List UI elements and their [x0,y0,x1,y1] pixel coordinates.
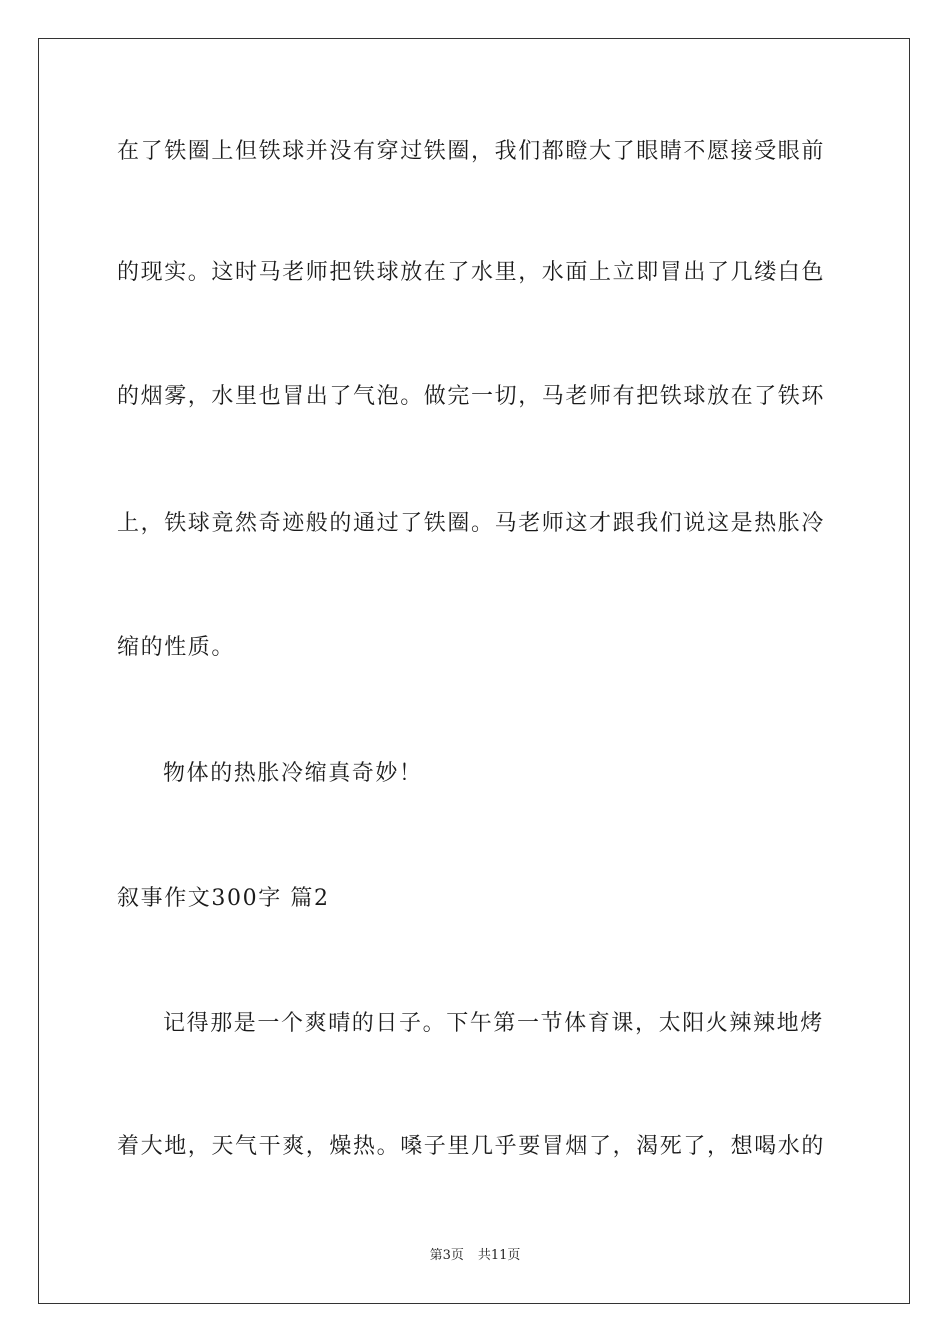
text-line-5: 缩的性质。 [117,635,236,660]
closing-paragraph: 物体的热胀冷缩真奇妙！ [163,761,423,786]
page-footer [0,1247,950,1265]
text-line-3: 的烟雾，水里也冒出了气泡。做完一切，马老师有把铁球放在了铁环 [117,384,826,409]
text-line-2: 的现实。这时马老师把铁球放在了水里，水面上立即冒出了几缕白色 [117,260,826,285]
paragraph-line-2: 着大地，天气干爽，燥热。嗓子里几乎要冒烟了，渴死了，想喝水的 [117,1134,826,1159]
paragraph-line-1: 记得那是一个爽晴的日子。下午第一节体育课，太阳火辣辣地烤 [163,1011,824,1036]
text-line-4: 上，铁球竟然奇迹般的通过了铁圈。马老师这才跟我们说这是热胀冷 [117,511,826,536]
total-pages: 共11页 [477,1248,521,1263]
current-page-number: 第3页 [429,1248,464,1263]
text-line-1: 在了铁圈上但铁球并没有穿过铁圈，我们都瞪大了眼睛不愿接受眼前 [117,139,826,164]
page-border [38,38,910,1304]
section-heading: 叙事作文300字 篇2 [117,886,330,911]
